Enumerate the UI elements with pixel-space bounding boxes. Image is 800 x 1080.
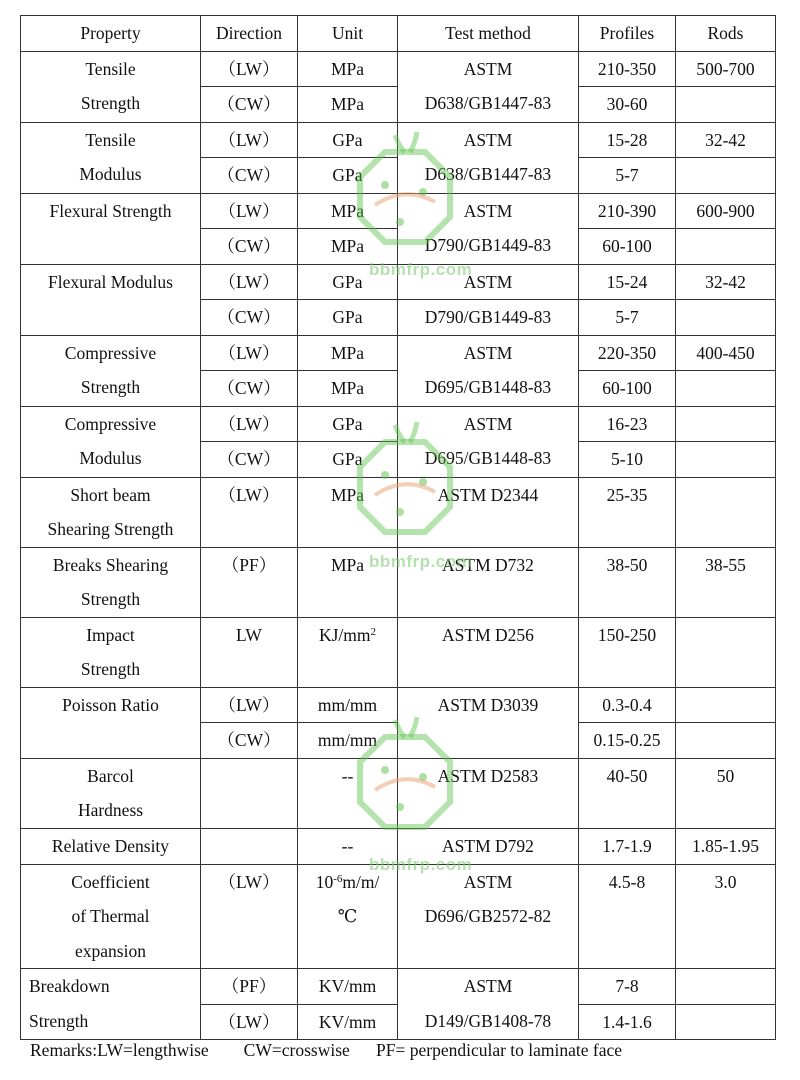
property-tensile-modulus: Tensile Modulus [21,122,201,193]
unit-cell: GPa [298,264,398,300]
table-row [21,864,776,969]
table-row [21,617,776,687]
direction-cell: （LW） [201,335,298,371]
direction-cell: （CW） [201,371,298,407]
unit-cell: $10^{-6}m/m/$ ℃ [298,864,398,969]
table-row [21,477,776,547]
profiles-cell: 16-23 [579,406,676,442]
test-method-cell: ASTM D732 [398,547,579,617]
unit-cell: MPa [298,371,398,407]
rods-cell: 32-42 [676,264,776,300]
rods-cell [676,87,776,123]
profiles-cell: 5-10 [579,442,676,478]
direction-cell: （PF） [201,547,298,617]
rods-cell [676,229,776,265]
property-breaks-shearing: Breaks Shearing Strength [21,547,201,617]
header-rods: Rods [676,16,776,52]
unit-cell: GPa [298,406,398,442]
header-property: Property [21,16,201,52]
rods-cell [676,723,776,759]
unit-cell: KV/mm [298,1004,398,1040]
property-compressive-strength: Compressive Strength [21,335,201,406]
unit-cell: mm/mm [298,687,398,723]
unit-cell: MPa [298,547,398,617]
rods-cell: 32-42 [676,122,776,158]
test-method-cell: ASTM D790/GB1449-83 [398,193,579,264]
property-poisson-ratio: Poisson Ratio [21,687,201,758]
test-method-cell: ASTM D695/GB1448-83 [398,406,579,477]
table-row [21,547,776,617]
unit-cell: KV/mm [298,969,398,1005]
rods-cell [676,442,776,478]
profiles-cell: 1.4-1.6 [579,1004,676,1040]
test-method-cell: ASTM D149/GB1408-78 [398,969,579,1040]
direction-cell: LW [201,617,298,687]
rods-cell: 50 [676,758,776,828]
profiles-cell: 15-24 [579,264,676,300]
rods-cell: 38-55 [676,547,776,617]
remarks-footnote: Remarks:LW=lengthwise CW=crosswise PF= perpendicular to laminate face [30,1040,623,1060]
test-method-cell: ASTM D695/GB1448-83 [398,335,579,406]
profiles-cell: 25-35 [579,477,676,547]
direction-cell: （LW） [201,406,298,442]
rods-cell: 3.0 [676,864,776,969]
unit-cell: MPa [298,51,398,87]
direction-cell: （LW） [201,264,298,300]
table-row [21,193,776,229]
property-flexural-strength: Flexural Strength [21,193,201,264]
table-header-row [21,16,776,52]
direction-cell: （CW） [201,723,298,759]
direction-cell: （CW） [201,229,298,265]
profiles-cell: 210-350 [579,51,676,87]
test-method-cell: ASTM D638/GB1447-83 [398,122,579,193]
unit-cell: GPa [298,158,398,194]
unit-cell: GPa [298,122,398,158]
direction-cell: （LW） [201,193,298,229]
unit-cell: mm/mm [298,723,398,759]
rods-cell: 600-900 [676,193,776,229]
table-row [21,969,776,1005]
properties-table-container [20,15,775,1040]
table-row [21,406,776,442]
profiles-cell: 5-7 [579,158,676,194]
property-impact-strength: Impact Strength [21,617,201,687]
profiles-cell: 210-390 [579,193,676,229]
direction-cell: （LW） [201,51,298,87]
rods-cell [676,158,776,194]
profiles-cell: 15-28 [579,122,676,158]
unit-cell: MPa [298,87,398,123]
profiles-cell: 4.5-8 [579,864,676,969]
property-barcol-hardness: Barcol Hardness [21,758,201,828]
profiles-cell: 60-100 [579,229,676,265]
table-row [21,51,776,87]
rods-cell [676,300,776,336]
property-relative-density: Relative Density [21,828,201,864]
property-compressive-modulus: Compressive Modulus [21,406,201,477]
watermark-text-2: bbmfrp.com [369,552,473,571]
table-row [21,687,776,723]
properties-table [20,15,776,1040]
direction-cell: （CW） [201,442,298,478]
test-method-cell: ASTM D3039 [398,687,579,758]
profiles-cell: 5-7 [579,300,676,336]
test-method-cell: ASTM D696/GB2572-82 [398,864,579,969]
profiles-cell: 150-250 [579,617,676,687]
unit-cell: MPa [298,477,398,547]
profiles-cell: 0.15-0.25 [579,723,676,759]
rods-cell [676,687,776,723]
rods-cell [676,969,776,1005]
property-thermal-expansion: Coefficient of Thermal expansion [21,864,201,969]
test-method-cell: ASTM [398,264,579,300]
unit-cell: $KJ/mm^2$ [298,617,398,687]
header-direction: Direction [201,16,298,52]
table-row [21,335,776,371]
unit-cell: -- [298,828,398,864]
profiles-cell: 30-60 [579,87,676,123]
test-method-cell: ASTM D638/GB1447-83 [398,51,579,122]
direction-cell: （LW） [201,864,298,969]
rods-cell: 400-450 [676,335,776,371]
rods-cell [676,477,776,547]
direction-cell [201,828,298,864]
profiles-cell: 7-8 [579,969,676,1005]
watermark-text-1: bbmfrp.com [369,260,473,279]
unit-cell: MPa [298,229,398,265]
table-row [21,264,776,300]
test-method-cell: ASTM D2344 [398,477,579,547]
property-breakdown-strength: Breakdown Strength [21,969,201,1040]
unit-cell: MPa [298,193,398,229]
header-unit: Unit [298,16,398,52]
unit-cell: MPa [298,335,398,371]
header-profiles: Profiles [579,16,676,52]
unit-cell: GPa [298,442,398,478]
test-method-cell: ASTM D792 [398,828,579,864]
profiles-cell: 1.7-1.9 [579,828,676,864]
rods-cell [676,371,776,407]
test-method-cell: D790/GB1449-83 [398,300,579,336]
unit-cell: -- [298,758,398,828]
header-test-method: Test method [398,16,579,52]
rods-cell [676,406,776,442]
direction-cell [201,758,298,828]
table-row [21,122,776,158]
table-row [21,828,776,864]
direction-cell: （LW） [201,687,298,723]
direction-cell: （PF） [201,969,298,1005]
rods-cell [676,617,776,687]
property-flexural-modulus: Flexural Modulus [21,264,201,335]
direction-cell: （LW） [201,122,298,158]
direction-cell: （CW） [201,158,298,194]
profiles-cell: 220-350 [579,335,676,371]
rods-cell: 1.85-1.95 [676,828,776,864]
unit-cell: GPa [298,300,398,336]
direction-cell: （CW） [201,300,298,336]
rods-cell: 500-700 [676,51,776,87]
direction-cell: （LW） [201,477,298,547]
profiles-cell: 40-50 [579,758,676,828]
property-short-beam: Short beam Shearing Strength [21,477,201,547]
test-method-cell: ASTM D256 [398,617,579,687]
property-tensile-strength: Tensile Strength [21,51,201,122]
direction-cell: （LW） [201,1004,298,1040]
test-method-cell: ASTM D2583 [398,758,579,828]
profiles-cell: 38-50 [579,547,676,617]
profiles-cell: 60-100 [579,371,676,407]
direction-cell: （CW） [201,87,298,123]
profiles-cell: 0.3-0.4 [579,687,676,723]
rods-cell [676,1004,776,1040]
table-row [21,758,776,828]
watermark-text-3: bbmfrp.com [369,855,473,874]
